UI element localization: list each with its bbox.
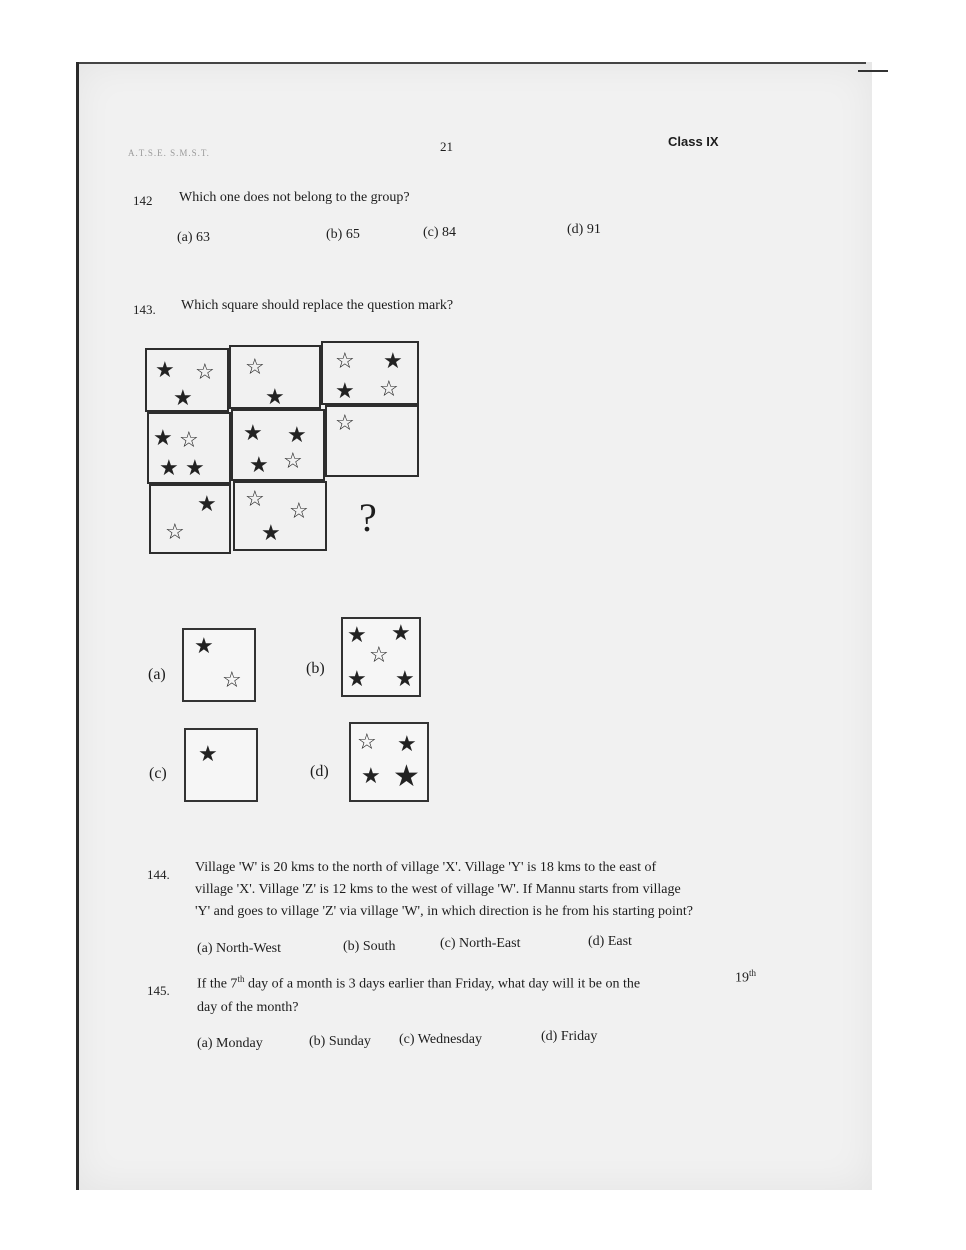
filled-star-icon: ★ (391, 621, 411, 646)
option-label: (d) (310, 763, 329, 780)
open-star-icon: ☆ (369, 643, 389, 668)
q142-question: Which one does not belong to the group? (179, 190, 410, 205)
filled-star-icon: ★ (287, 423, 307, 448)
q145-option-c: (c) Wednesday (399, 1032, 482, 1047)
filled-star-icon: ★ (265, 385, 285, 410)
grid-cell (149, 484, 231, 554)
open-star-icon: ☆ (335, 349, 355, 374)
option-box (341, 617, 421, 697)
q144-line-3: 'Y' and goes to village 'Z' via village 'W', in which direction is he from his starting point? (195, 904, 694, 919)
filled-star-icon: ★ (361, 764, 381, 789)
open-star-icon: ☆ (379, 377, 399, 402)
option-box (349, 722, 429, 802)
filled-star-icon: ★ (347, 623, 367, 648)
filled-star-icon: ★ (395, 667, 415, 692)
q144-option-b: (b) South (343, 939, 396, 954)
q142-number: 142 (133, 193, 153, 208)
q144-line-1: Village 'W' is 20 kms to the north of village 'X'. Village 'Y' is 18 kms to the east of (195, 860, 657, 875)
q145-option-b: (b) Sunday (309, 1034, 371, 1049)
grid-cell (229, 345, 321, 409)
option-label: (b) (306, 660, 325, 677)
filled-star-icon: ★ (335, 379, 355, 404)
q144-line-2: village 'X'. Village 'Z' is 12 kms to the west of village 'W'. If Mannu starts from village (195, 882, 681, 897)
filled-star-icon: ★ (249, 453, 269, 478)
open-star-icon: ☆ (222, 668, 242, 693)
filled-star-icon: ★ (347, 667, 367, 692)
paper-edge-left (76, 62, 79, 1190)
open-star-icon: ☆ (335, 411, 355, 436)
question-mark: ? (359, 495, 377, 540)
filled-star-icon: ★ (155, 358, 175, 383)
q145-line-2: day of the month? (197, 1000, 299, 1015)
filled-star-icon: ★ (153, 426, 173, 451)
option-label: (c) (149, 765, 167, 782)
page-number: 21 (440, 139, 453, 154)
q144-option-d: (d) East (588, 934, 632, 949)
grid-cell (233, 481, 327, 551)
filled-star-icon: ★ (185, 456, 205, 481)
open-star-icon: ☆ (289, 499, 309, 524)
q144-number: 144. (147, 867, 170, 882)
paper-edge-right (858, 70, 888, 102)
filled-star-icon: ★ (194, 634, 214, 659)
q145-number: 145. (147, 983, 170, 998)
option-box (182, 628, 256, 702)
q144-option-c: (c) North-East (440, 936, 521, 951)
grid-cell (231, 409, 325, 481)
open-star-icon: ☆ (245, 487, 265, 512)
paper-edge-top (76, 62, 866, 64)
open-star-icon: ☆ (357, 730, 377, 755)
open-star-icon: ☆ (245, 355, 265, 380)
q145-option-d: (d) Friday (541, 1029, 598, 1044)
q143-question: Which square should replace the question mark? (181, 298, 454, 313)
class-label: Class IX (668, 134, 719, 149)
filled-star-icon: ★ (197, 492, 217, 517)
filled-star-icon: ★ (243, 421, 263, 446)
q142-option-d: (d) 91 (567, 222, 601, 237)
grid-cell (145, 348, 229, 412)
q145-day-number: 19th (735, 968, 757, 986)
grid-cell (325, 405, 419, 477)
filled-star-icon: ★ (383, 349, 403, 374)
q143-number: 143. (133, 302, 156, 317)
filled-star-icon: ★ (261, 521, 281, 546)
filled-star-icon: ★ (173, 386, 193, 411)
q142-option-b: (b) 65 (326, 227, 360, 242)
open-star-icon: ☆ (283, 449, 303, 474)
grid-cell (321, 341, 419, 405)
q144-option-a: (a) North-West (197, 941, 282, 956)
q145-line-1: If the 7th day of a month is 3 days earlier than Friday, what day will it be on the (197, 974, 641, 992)
filled-star-icon: ★ (393, 759, 420, 794)
grid-cell (147, 412, 231, 484)
filled-star-icon: ★ (397, 732, 417, 757)
q145-option-a: (a) Monday (197, 1036, 263, 1051)
open-star-icon: ☆ (165, 520, 185, 545)
filled-star-icon: ★ (159, 456, 179, 481)
header-smudge-text: A.T.S.E. S.M.S.T. (128, 148, 210, 158)
q142-option-c: (c) 84 (423, 225, 457, 240)
option-box (184, 728, 258, 802)
open-star-icon: ☆ (179, 428, 199, 453)
option-label: (a) (148, 666, 166, 683)
open-star-icon: ☆ (195, 360, 215, 385)
filled-star-icon: ★ (198, 742, 218, 767)
q142-option-a: (a) 63 (177, 230, 211, 245)
